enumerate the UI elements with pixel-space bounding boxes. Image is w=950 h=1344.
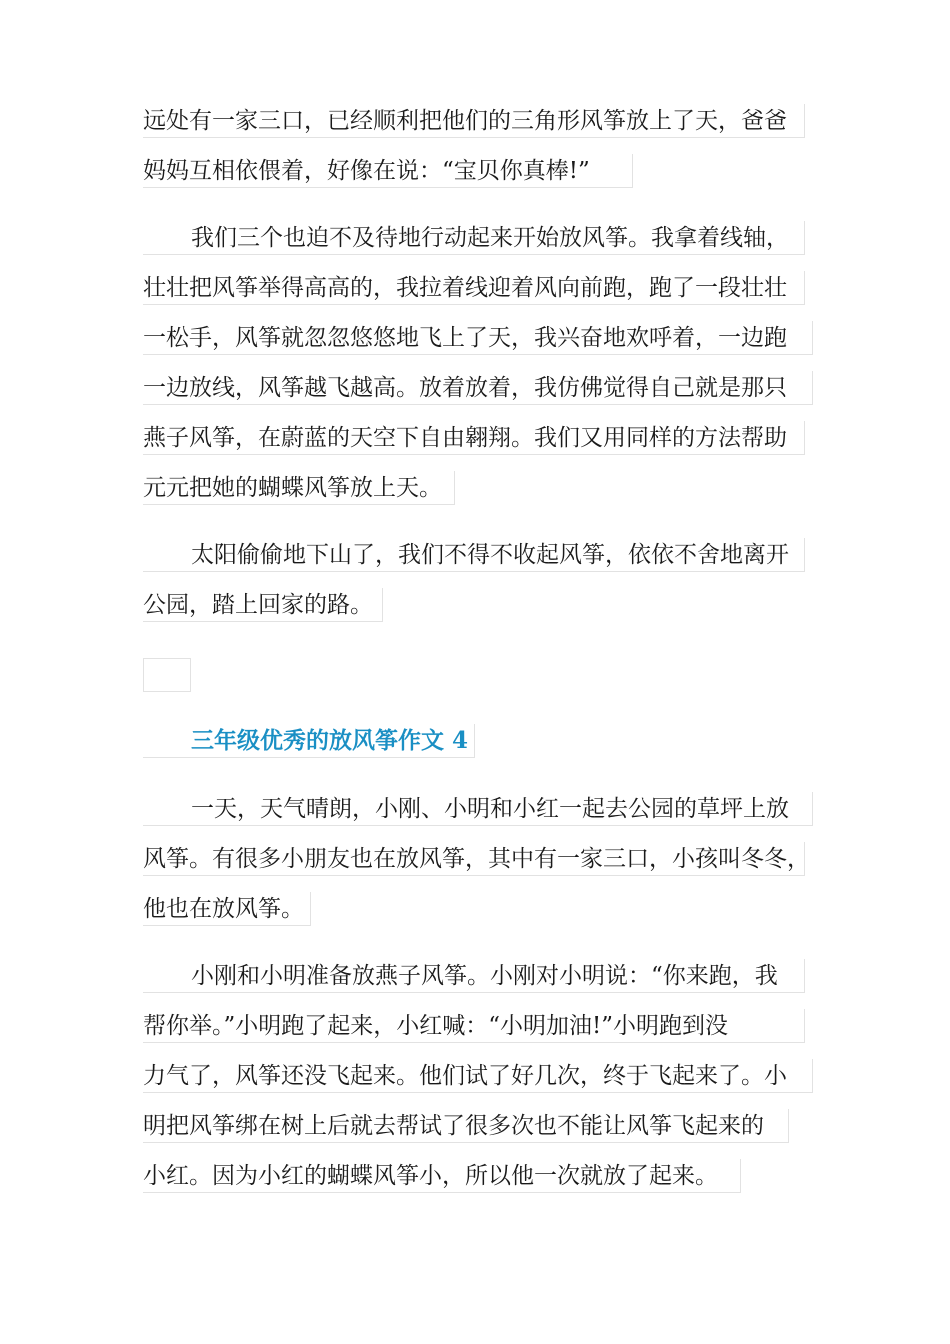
- text-line: 元元把她的蝴蝶风筝放上天。: [143, 471, 455, 505]
- text-line: 公园，踏上回家的路。: [143, 588, 383, 622]
- text-line: 妈妈互相依偎着，好像在说：“宝贝你真棒!”: [143, 154, 633, 188]
- text-line: 明把风筝绑在树上后就去帮试了很多次也不能让风筝飞起来的: [143, 1109, 789, 1143]
- text-line: 他也在放风筝。: [143, 892, 311, 926]
- text-line: 我们三个也迫不及待地行动起来开始放风筝。我拿着线轴，: [143, 221, 805, 255]
- text-line: 帮你举。”小明跑了起来，小红喊：“小明加油!”小明跑到没: [143, 1009, 805, 1043]
- empty-line: [143, 658, 191, 692]
- text-line: 小刚和小明准备放燕子风筝。小刚对小明说：“你来跑，我: [143, 959, 805, 993]
- text-line: 一天，天气晴朗，小刚、小明和小红一起去公园的草坪上放: [143, 792, 813, 826]
- text-line: 太阳偷偷地下山了，我们不得不收起风筝，依依不舍地离开: [143, 538, 805, 572]
- text-line: 壮壮把风筝举得高高的，我拉着线迎着风向前跑，跑了一段壮壮: [143, 271, 805, 305]
- text-line: 一边放线，风筝越飞越高。放着放着，我仿佛觉得自己就是那只: [143, 371, 813, 405]
- text-line: 风筝。有很多小朋友也在放风筝，其中有一家三口，小孩叫冬冬，: [143, 842, 805, 876]
- text-line: 燕子风筝，在蔚蓝的天空下自由翱翔。我们又用同样的方法帮助: [143, 421, 805, 455]
- text-line: 力气了，风筝还没飞起来。他们试了好几次，终于飞起来了。小: [143, 1059, 813, 1093]
- section-heading: 三年级优秀的放风筝作文 4: [143, 724, 475, 758]
- text-line: 一松手，风筝就忽忽悠悠地飞上了天，我兴奋地欢呼着，一边跑: [143, 321, 813, 355]
- text-line: 远处有一家三口，已经顺利把他们的三角形风筝放上了天，爸爸: [143, 104, 805, 138]
- text-line: 小红。因为小红的蝴蝶风筝小，所以他一次就放了起来。: [143, 1159, 741, 1193]
